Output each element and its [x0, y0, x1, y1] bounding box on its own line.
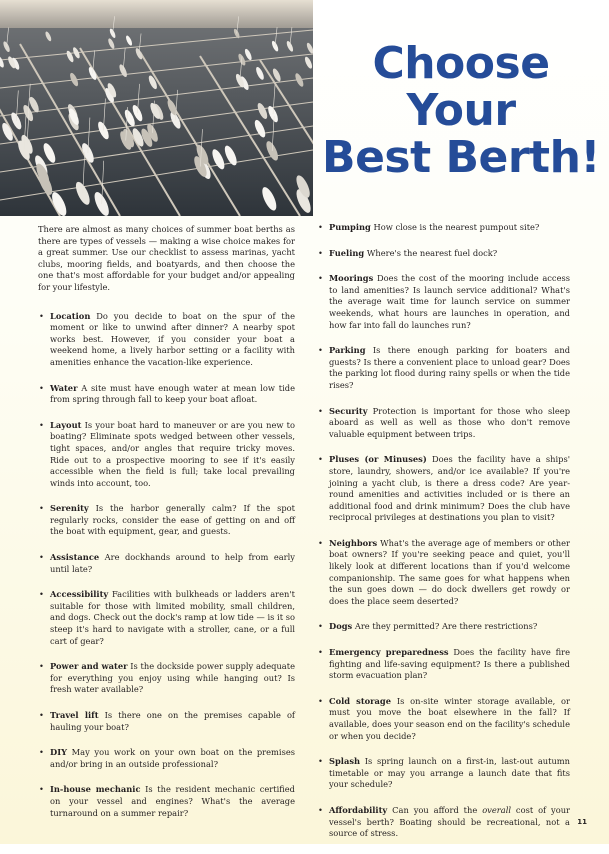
list-item: [317, 696, 570, 742]
list-item: [317, 756, 570, 791]
item-term: DIY: [50, 747, 67, 758]
item-term: Assistance: [50, 552, 100, 563]
list-item: [317, 805, 570, 840]
right-column: [317, 222, 570, 854]
checklist-left: [38, 311, 295, 820]
list-item: [38, 383, 295, 406]
item-emphasis: overall: [482, 804, 511, 815]
item-text: A site must have enough water at mean low tide from spring through fall to keep your boat afloat.: [50, 382, 296, 405]
item-text: Are they permitted? Are there restrictions?: [354, 621, 538, 632]
list-item: [38, 420, 295, 490]
list-item: [317, 273, 570, 331]
item-term: Travel lift: [50, 710, 99, 720]
item-term: Splash: [329, 756, 361, 767]
item-text: Is the resident mechanic certified on your vessel and engines? What's the average turnaround on a summer repair?: [50, 784, 295, 818]
item-text: Protection is important for those who sleep aboard as well as well as those who don't remove valuable equipment between trips.: [329, 405, 571, 439]
list-item: [317, 345, 570, 391]
item-term: Pluses (or Minuses): [329, 454, 427, 465]
list-item: [38, 747, 295, 770]
list-item: [38, 552, 295, 575]
item-text: Is spring launch on a first-in, last-out autumn timetable or may you arrange a launch date that fits your schedule?: [329, 756, 571, 790]
list-item: [38, 710, 295, 733]
item-term: Moorings: [329, 273, 374, 284]
item-text: Facilities with bulkheads or ladders aren't suitable for those with limited mobility, small children, and dogs. Check out the dock's ramp at low tide — is it so steep it's hard to navigate with a stroller, cane, or a full cart of gear?: [50, 589, 295, 646]
item-term: Neighbors: [329, 537, 378, 548]
item-term: Layout: [50, 419, 82, 430]
title-line: Your: [406, 85, 516, 136]
item-text: Does the facility have a ships' store, laundry, showers, and/or ice available? If you're joining a yacht club, is there a dress code? Are year-round amenities and activities included or is there an additional food and drink minimum? Does the club have reciprocal privileges at destinations you plan to visit?: [329, 454, 570, 523]
marina-aerial-photo: [0, 0, 313, 216]
item-term: Affordability: [329, 804, 388, 815]
title-line: Choose: [372, 38, 550, 89]
item-text: Are dockhands around to help from early until late?: [50, 552, 295, 574]
item-term: Cold storage: [329, 695, 392, 706]
item-term: Water: [50, 382, 78, 393]
page-title: [313, 40, 609, 181]
item-term: Accessibility: [50, 589, 109, 600]
list-item: [38, 503, 295, 538]
title-line: Best Berth!: [322, 132, 600, 183]
item-text: Is the dockside power supply adequate for everything you enjoy using while hanging out? Is fresh water available?: [50, 661, 295, 695]
list-item: [317, 538, 570, 608]
list-item: [317, 454, 570, 524]
list-item: [38, 661, 295, 696]
item-term: Security: [329, 405, 368, 416]
item-text: Is on-site winter storage available, or must you move the boat elsewhere in the fall? If available, does your season end on the facility's schedule or when you decide?: [329, 695, 571, 741]
item-text: Is the harbor generally calm? If the spot regularly rocks, consider the ease of getting on and off the boat with equipment, gear, and guests.: [50, 503, 295, 537]
item-text: Is your boat hard to maneuver or are you new to boating? Eliminate spots wedged between other vessels, tight spaces, and/or angles that require tricky moves. Ride out to a prospective mooring to see if it's easily accessible when the field is full; take local prevailing winds into account, too.: [50, 419, 296, 488]
item-term: Pumping: [329, 222, 371, 232]
item-text: Is there enough parking for boaters and guests? Is there a convenient place to unload gear? Does the parking lot flood during rainy spells or when the tide rises?: [329, 345, 571, 390]
item-text: Does the facility have fire fighting and life-saving equipment? Is there a published storm evacuation plan?: [329, 647, 570, 681]
item-text: cost of your vessel's berth? Boating should be recreational, not a source of stress.: [329, 804, 571, 839]
item-text: Does the cost of the mooring include access to land amenities? Is launch service additional? What's the average wait time for launch service on summer weekends, what hours are launches in operation, and how far into fall do launches run?: [329, 273, 571, 330]
checklist-right: [317, 222, 570, 840]
list-item: [38, 589, 295, 647]
list-item: [317, 248, 570, 260]
item-text: May you work on your own boat on the premises and/or bring in an outside professional?: [50, 747, 295, 769]
item-text: Do you decide to boat on the spur of the moment or like to unwind after dinner? A nearby spot works best. However, if you consider your boat a weekend home, a lively harbor setting or a facility with amenities enhance the vacation-like experience.: [50, 310, 295, 367]
item-term: Parking: [329, 345, 366, 356]
list-item: [317, 222, 570, 234]
item-term: Dogs: [329, 621, 353, 632]
item-term: Serenity: [50, 503, 89, 514]
page-number: 11: [577, 818, 587, 826]
intro-paragraph: There are almost as many choices of summer boat berths as there are types of vessels — making a wise choice makes for a great summer. Use our checklist to assess marinas, yacht clubs, mooring fields, and boatyards, and then choose the one that's most affordable for your budget and/or appealing for your lifestyle.: [38, 224, 295, 292]
left-column: [38, 224, 295, 833]
item-term: Emergency preparedness: [329, 647, 449, 658]
list-item: [38, 784, 295, 819]
item-term: Power and water: [50, 661, 128, 672]
item-term: Location: [50, 310, 91, 321]
item-term: In-house mechanic: [50, 784, 141, 795]
item-text: Is there one on the premises capable of hauling your boat?: [50, 710, 296, 732]
item-text: How close is the nearest pumpout site?: [373, 222, 540, 232]
list-item: [38, 311, 295, 369]
item-text: What's the average age of members or other boat owners? If you're seeking peace and quiet, you'll likely look at different locations than if you'd welcome companionship. The same goes for what happens when the sun goes down — do dock dwellers get rowdy or does the place seem deserted?: [329, 537, 570, 606]
list-item: [317, 621, 570, 633]
item-term: Fueling: [329, 247, 365, 258]
list-item: [317, 647, 570, 682]
item-text: Can you afford the: [392, 804, 478, 815]
item-text: Where's the nearest fuel dock?: [366, 247, 498, 258]
list-item: [317, 406, 570, 441]
